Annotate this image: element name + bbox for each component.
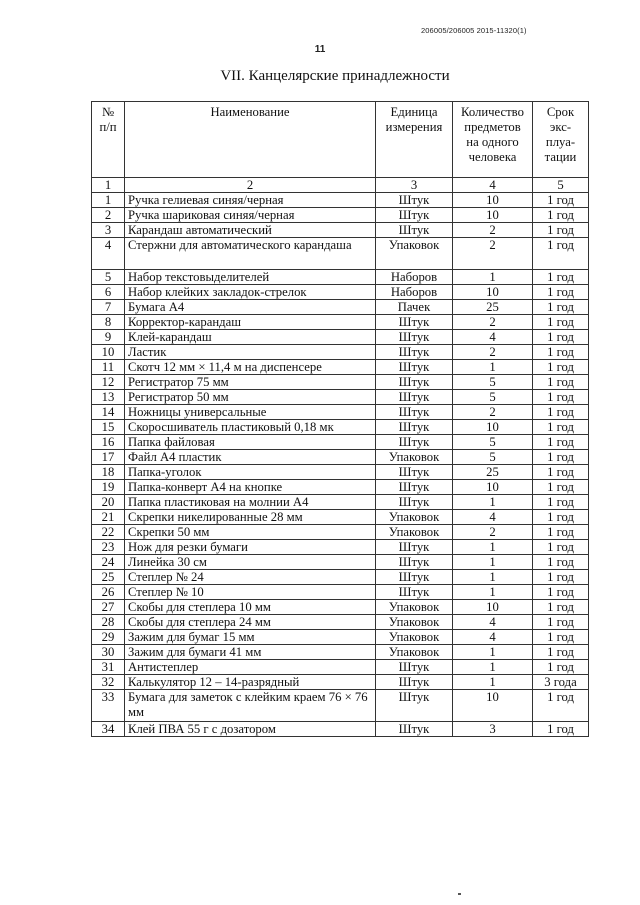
item-unit: Штук — [376, 390, 453, 405]
table-row — [92, 645, 589, 660]
item-unit: Штук — [376, 675, 453, 690]
item-quantity: 3 — [453, 722, 533, 737]
item-quantity: 2 — [453, 315, 533, 330]
header-line: тации — [544, 150, 577, 164]
table-row — [92, 570, 589, 585]
item-number: 26 — [92, 585, 125, 600]
item-unit: Штук — [376, 722, 453, 737]
header-line: Количество — [461, 105, 524, 119]
item-quantity: 10 — [453, 208, 533, 223]
item-name: Ручка гелиевая синяя/черная — [125, 193, 376, 208]
item-name: Антистеплер — [125, 660, 376, 675]
column-numbers-row — [92, 178, 589, 193]
header-line: п/п — [99, 120, 117, 134]
item-number: 24 — [92, 555, 125, 570]
item-quantity: 2 — [453, 223, 533, 238]
item-unit: Штук — [376, 315, 453, 330]
table-row — [92, 300, 589, 315]
item-number: 28 — [92, 615, 125, 630]
item-term: 1 год — [533, 300, 589, 315]
item-quantity: 1 — [453, 540, 533, 555]
table-row — [92, 223, 589, 238]
item-name: Набор клейких закладок-стрелок — [125, 285, 376, 300]
item-quantity: 4 — [453, 615, 533, 630]
item-term: 1 год — [533, 208, 589, 223]
table-row — [92, 345, 589, 360]
item-term: 1 год — [533, 722, 589, 737]
item-term: 1 год — [533, 540, 589, 555]
table-row — [92, 585, 589, 600]
item-name: Скрепки никелированные 28 мм — [125, 510, 376, 525]
item-number: 31 — [92, 660, 125, 675]
item-term: 3 года — [533, 675, 589, 690]
item-quantity: 4 — [453, 510, 533, 525]
item-term: 1 год — [533, 238, 589, 270]
item-quantity: 10 — [453, 193, 533, 208]
column-number: 4 — [453, 178, 533, 193]
item-unit: Штук — [376, 345, 453, 360]
table-row — [92, 360, 589, 375]
item-name: Набор текстовыделителей — [125, 270, 376, 285]
item-term: 1 год — [533, 420, 589, 435]
table-row — [92, 465, 589, 480]
item-name: Зажим для бумаг 15 мм — [125, 630, 376, 645]
header-term — [533, 102, 589, 178]
item-term: 1 год — [533, 510, 589, 525]
item-term: 1 год — [533, 315, 589, 330]
item-unit: Штук — [376, 690, 453, 722]
item-name: Папка файловая — [125, 435, 376, 450]
item-term: 1 год — [533, 390, 589, 405]
item-quantity: 2 — [453, 405, 533, 420]
scan-mark — [458, 893, 461, 895]
item-term: 1 год — [533, 495, 589, 510]
header-line: Срок — [546, 105, 575, 119]
item-term: 1 год — [533, 645, 589, 660]
header-line: Наименование — [210, 105, 290, 119]
item-name: Зажим для бумаги 41 мм — [125, 645, 376, 660]
item-number: 21 — [92, 510, 125, 525]
item-term: 1 год — [533, 330, 589, 345]
item-quantity: 1 — [453, 555, 533, 570]
item-unit: Штук — [376, 585, 453, 600]
item-term: 1 год — [533, 405, 589, 420]
item-name: Степлер № 10 — [125, 585, 376, 600]
item-name: Клей-карандаш — [125, 330, 376, 345]
table-row — [92, 675, 589, 690]
page-number: 11 — [314, 44, 326, 55]
header-line: плуа- — [545, 135, 576, 149]
document-code: 206005/206005 2015-11320(1) — [421, 26, 527, 35]
item-quantity: 25 — [453, 465, 533, 480]
item-quantity: 25 — [453, 300, 533, 315]
item-term: 1 год — [533, 285, 589, 300]
item-name: Регистратор 75 мм — [125, 375, 376, 390]
column-number: 1 — [92, 178, 125, 193]
item-unit: Штук — [376, 405, 453, 420]
item-name: Нож для резки бумаги — [125, 540, 376, 555]
item-unit: Штук — [376, 465, 453, 480]
item-unit: Штук — [376, 330, 453, 345]
item-number: 10 — [92, 345, 125, 360]
item-quantity: 5 — [453, 435, 533, 450]
table-row — [92, 435, 589, 450]
item-term: 1 год — [533, 615, 589, 630]
item-quantity: 1 — [453, 495, 533, 510]
item-number: 23 — [92, 540, 125, 555]
item-unit: Упаковок — [376, 615, 453, 630]
table-row — [92, 495, 589, 510]
table-body — [92, 178, 589, 737]
table-row — [92, 405, 589, 420]
item-unit: Штук — [376, 208, 453, 223]
table-row — [92, 555, 589, 570]
column-number: 3 — [376, 178, 453, 193]
item-number: 25 — [92, 570, 125, 585]
table-row — [92, 270, 589, 285]
item-number: 3 — [92, 223, 125, 238]
item-term: 1 год — [533, 465, 589, 480]
header-number — [92, 102, 125, 178]
header-line: Единица — [390, 105, 438, 119]
table-row — [92, 600, 589, 615]
item-quantity: 4 — [453, 630, 533, 645]
item-unit: Штук — [376, 660, 453, 675]
item-number: 17 — [92, 450, 125, 465]
item-unit: Штук — [376, 420, 453, 435]
item-number: 11 — [92, 360, 125, 375]
item-term: 1 год — [533, 570, 589, 585]
item-number: 27 — [92, 600, 125, 615]
item-term: 1 год — [533, 270, 589, 285]
item-quantity: 2 — [453, 238, 533, 270]
item-term: 1 год — [533, 193, 589, 208]
item-name: Папка пластиковая на молнии А4 — [125, 495, 376, 510]
item-name: Файл А4 пластик — [125, 450, 376, 465]
item-unit: Упаковок — [376, 645, 453, 660]
item-quantity: 1 — [453, 270, 533, 285]
table-row — [92, 390, 589, 405]
item-name: Папка-уголок — [125, 465, 376, 480]
table-row — [92, 510, 589, 525]
item-number: 22 — [92, 525, 125, 540]
item-term: 1 год — [533, 525, 589, 540]
table-row — [92, 660, 589, 675]
item-number: 29 — [92, 630, 125, 645]
item-quantity: 5 — [453, 390, 533, 405]
item-number: 4 — [92, 238, 125, 270]
table-row — [92, 722, 589, 737]
column-number: 5 — [533, 178, 589, 193]
table-row — [92, 330, 589, 345]
item-unit: Штук — [376, 570, 453, 585]
item-name: Карандаш автоматический — [125, 223, 376, 238]
item-quantity: 1 — [453, 360, 533, 375]
header-unit — [376, 102, 453, 178]
table-header-row — [92, 102, 589, 178]
item-number: 2 — [92, 208, 125, 223]
item-quantity: 4 — [453, 330, 533, 345]
item-name: Ластик — [125, 345, 376, 360]
item-name: Скоросшиватель пластиковый 0,18 мк — [125, 420, 376, 435]
item-unit: Штук — [376, 555, 453, 570]
item-name: Ножницы универсальные — [125, 405, 376, 420]
table-row — [92, 450, 589, 465]
item-unit: Штук — [376, 223, 453, 238]
item-name: Стержни для автоматического карандаша — [125, 238, 376, 270]
item-unit: Штук — [376, 495, 453, 510]
item-number: 15 — [92, 420, 125, 435]
header-line: № — [101, 105, 115, 119]
section-title: VII. Канцелярские принадлежности — [220, 68, 450, 84]
item-number: 18 — [92, 465, 125, 480]
item-term: 1 год — [533, 690, 589, 722]
item-unit: Упаковок — [376, 600, 453, 615]
item-number: 8 — [92, 315, 125, 330]
table-row — [92, 690, 589, 722]
table-row — [92, 285, 589, 300]
item-term: 1 год — [533, 345, 589, 360]
table-row — [92, 315, 589, 330]
table-row — [92, 615, 589, 630]
item-number: 5 — [92, 270, 125, 285]
item-term: 1 год — [533, 555, 589, 570]
item-name: Степлер № 24 — [125, 570, 376, 585]
item-unit: Штук — [376, 480, 453, 495]
item-name: Регистратор 50 мм — [125, 390, 376, 405]
item-number: 20 — [92, 495, 125, 510]
item-number: 6 — [92, 285, 125, 300]
header-line: предметов — [464, 120, 521, 134]
item-name: Бумага для заметок с клейким краем 76 × 76 мм — [125, 690, 376, 722]
item-name: Клей ПВА 55 г с дозатором — [125, 722, 376, 737]
table-row — [92, 420, 589, 435]
item-unit: Пачек — [376, 300, 453, 315]
item-quantity: 10 — [453, 420, 533, 435]
item-name: Папка-конверт А4 на кнопке — [125, 480, 376, 495]
item-number: 1 — [92, 193, 125, 208]
header-quantity — [453, 102, 533, 178]
item-quantity: 10 — [453, 690, 533, 722]
item-name: Скрепки 50 мм — [125, 525, 376, 540]
item-quantity: 1 — [453, 645, 533, 660]
item-unit: Штук — [376, 375, 453, 390]
item-unit: Упаковок — [376, 630, 453, 645]
item-name: Корректор-карандаш — [125, 315, 376, 330]
item-term: 1 год — [533, 223, 589, 238]
item-term: 1 год — [533, 375, 589, 390]
table-row — [92, 480, 589, 495]
header-line: человека — [468, 150, 517, 164]
item-name: Скобы для степлера 10 мм — [125, 600, 376, 615]
item-name: Ручка шариковая синяя/черная — [125, 208, 376, 223]
item-unit: Штук — [376, 193, 453, 208]
item-number: 7 — [92, 300, 125, 315]
item-number: 30 — [92, 645, 125, 660]
item-term: 1 год — [533, 480, 589, 495]
item-number: 16 — [92, 435, 125, 450]
item-unit: Штук — [376, 540, 453, 555]
header-name — [125, 102, 376, 178]
item-term: 1 год — [533, 630, 589, 645]
supplies-table — [91, 101, 589, 737]
item-quantity: 1 — [453, 570, 533, 585]
table-row — [92, 238, 589, 270]
item-unit: Упаковок — [376, 510, 453, 525]
header-line: на одного — [466, 135, 519, 149]
item-term: 1 год — [533, 450, 589, 465]
item-quantity: 10 — [453, 285, 533, 300]
item-quantity: 2 — [453, 525, 533, 540]
item-unit: Упаковок — [376, 238, 453, 270]
item-name: Бумага А4 — [125, 300, 376, 315]
table-row — [92, 540, 589, 555]
table-row — [92, 525, 589, 540]
item-name: Линейка 30 см — [125, 555, 376, 570]
table-row — [92, 193, 589, 208]
item-name: Скотч 12 мм × 11,4 м на диспенсере — [125, 360, 376, 375]
item-unit: Штук — [376, 360, 453, 375]
item-quantity: 5 — [453, 375, 533, 390]
item-number: 32 — [92, 675, 125, 690]
item-name: Калькулятор 12 – 14-разрядный — [125, 675, 376, 690]
item-quantity: 10 — [453, 600, 533, 615]
item-number: 34 — [92, 722, 125, 737]
item-unit: Штук — [376, 435, 453, 450]
item-quantity: 2 — [453, 345, 533, 360]
header-line: измерения — [385, 120, 443, 134]
item-unit: Наборов — [376, 270, 453, 285]
table-row — [92, 375, 589, 390]
item-unit: Наборов — [376, 285, 453, 300]
item-quantity: 1 — [453, 660, 533, 675]
item-name: Скобы для степлера 24 мм — [125, 615, 376, 630]
table-row — [92, 208, 589, 223]
item-number: 12 — [92, 375, 125, 390]
item-term: 1 год — [533, 585, 589, 600]
header-line: экс- — [549, 120, 572, 134]
item-number: 9 — [92, 330, 125, 345]
item-number: 13 — [92, 390, 125, 405]
item-quantity: 1 — [453, 585, 533, 600]
item-quantity: 10 — [453, 480, 533, 495]
item-number: 19 — [92, 480, 125, 495]
item-unit: Упаковок — [376, 525, 453, 540]
item-quantity: 5 — [453, 450, 533, 465]
item-number: 14 — [92, 405, 125, 420]
item-term: 1 год — [533, 660, 589, 675]
table-row — [92, 630, 589, 645]
item-number: 33 — [92, 690, 125, 722]
item-term: 1 год — [533, 435, 589, 450]
item-term: 1 год — [533, 600, 589, 615]
item-quantity: 1 — [453, 675, 533, 690]
column-number: 2 — [125, 178, 376, 193]
item-term: 1 год — [533, 360, 589, 375]
item-unit: Упаковок — [376, 450, 453, 465]
